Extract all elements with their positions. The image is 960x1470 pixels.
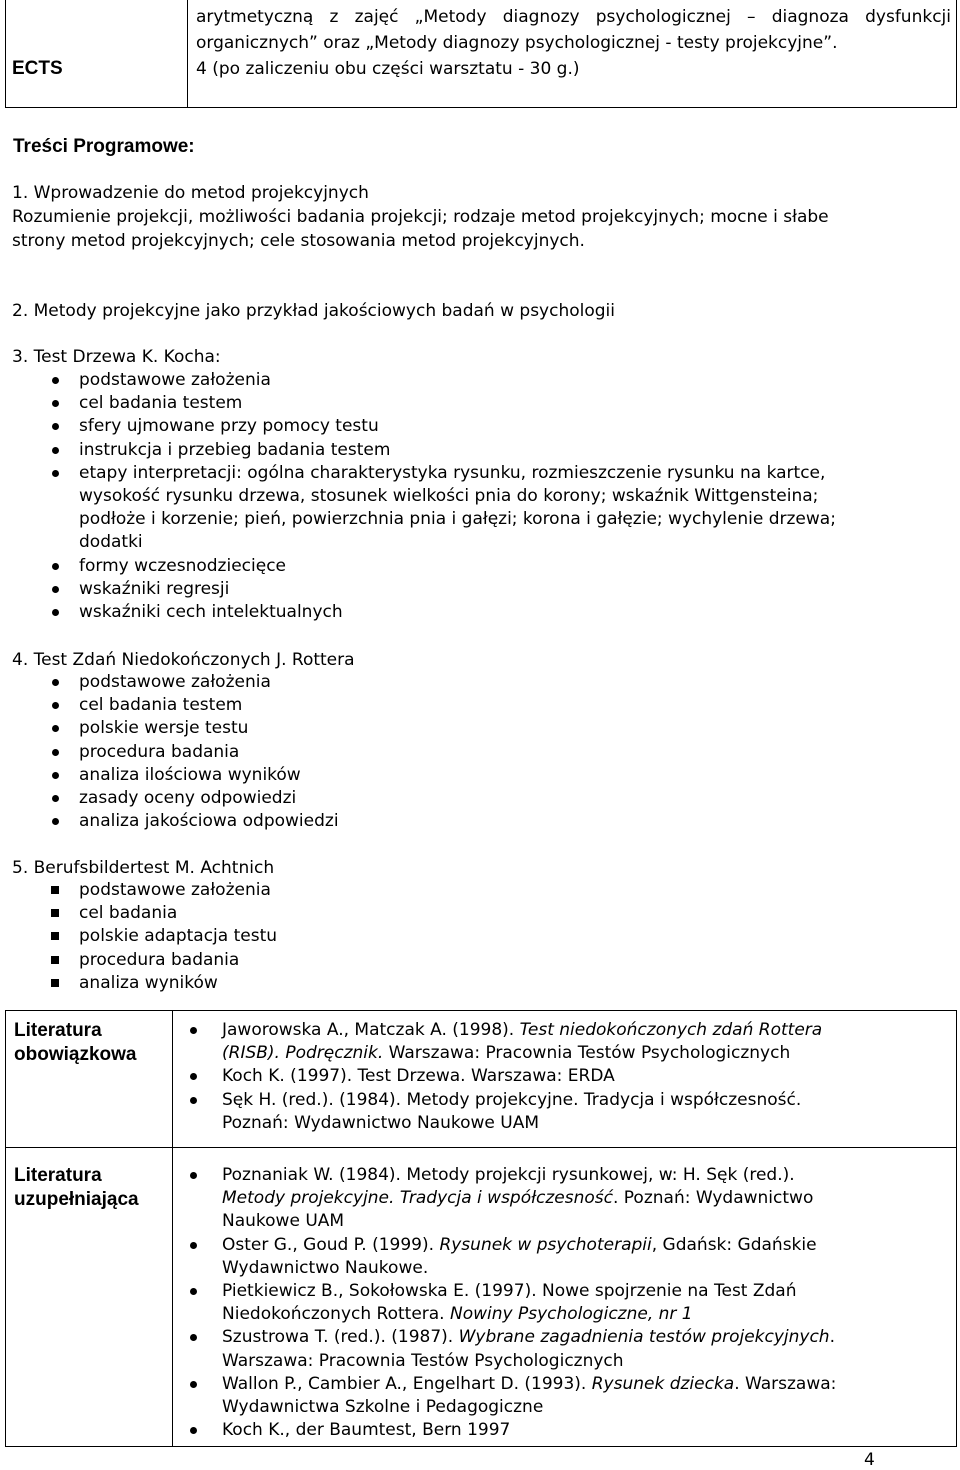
- bullet-icon: [190, 1027, 197, 1034]
- section-heading: 5. Berufsbildertest M. Achtnich: [12, 858, 275, 878]
- ects-line: 4 (po zaliczeniu obu części warsztatu - 30 g.): [196, 59, 580, 79]
- bullet-icon: [190, 1427, 197, 1434]
- list-item: procedura badania: [12, 949, 952, 972]
- list-item: podstawowe założenia: [12, 369, 952, 392]
- ects-label: ECTS: [12, 58, 63, 79]
- bullet-icon: [190, 1172, 197, 1179]
- list-item: Koch K., der Baumtest, Bern 1997: [178, 1419, 938, 1442]
- ects-line: organicznych” oraz „Metody diagnozy psychologicznej - testy projekcyjne”.: [196, 33, 838, 53]
- list-item: Szustrowa T. (red.). (1987). Wybrane zagadnienia testów projekcyjnych. Warszawa: Pracownia Testów Psychologicznych: [178, 1326, 938, 1372]
- list-item: analiza jakościowa odpowiedzi: [12, 810, 952, 833]
- bullet-icon: [52, 470, 59, 477]
- square-bullet-icon: [51, 932, 59, 940]
- page-number: 4: [864, 1450, 875, 1470]
- paragraph-line: Rozumienie projekcji, możliwości badania projekcji; rodzaje metod projekcyjnych; mocne i słabe: [12, 207, 829, 227]
- section-2: [12, 299, 952, 323]
- bullet-icon: [52, 586, 59, 593]
- table-divider: [187, 0, 188, 107]
- list-item: Sęk H. (red.). (1984). Metody projekcyjne. Tradycja i współczesność. Poznań: Wydawnictwo Naukowe UAM: [178, 1089, 938, 1135]
- bullet-icon: [52, 400, 59, 407]
- bullet-icon: [52, 725, 59, 732]
- bullet-icon: [190, 1073, 197, 1080]
- section-1: [12, 181, 952, 253]
- list-item: Oster G., Goud P. (1999). Rysunek w psychoterapii, Gdańsk: Gdańskie Wydawnictwo Naukowe.: [178, 1234, 938, 1280]
- bullet-icon: [52, 447, 59, 454]
- required-literature-label: Literatura obowiązkowa: [14, 1020, 137, 1065]
- square-bullet-icon: [51, 956, 59, 964]
- literature-table: [5, 1010, 957, 1447]
- table-divider: [172, 1011, 173, 1446]
- bullet-icon: [52, 563, 59, 570]
- square-bullet-icon: [51, 909, 59, 917]
- list-item: polskie wersje testu: [12, 717, 952, 740]
- section-heading: 3. Test Drzewa K. Kocha:: [12, 347, 221, 367]
- list-item: Jaworowska A., Matczak A. (1998). Test niedokończonych zdań Rottera (RISB). Podręcznik. Warszawa: Pracownia Testów Psychologicznych: [178, 1019, 938, 1065]
- section-4-list: [12, 671, 952, 833]
- supplementary-literature-list: [178, 1164, 938, 1442]
- square-bullet-icon: [51, 979, 59, 987]
- bullet-icon: [190, 1242, 197, 1249]
- list-item: analiza ilościowa wyników: [12, 764, 952, 787]
- bullet-icon: [52, 423, 59, 430]
- list-item: procedura badania: [12, 741, 952, 764]
- list-item: podstawowe założenia: [12, 879, 952, 902]
- bullet-icon: [52, 772, 59, 779]
- supplementary-literature-label: Literatura uzupełniająca: [14, 1165, 139, 1210]
- square-bullet-icon: [51, 886, 59, 894]
- bullet-icon: [52, 679, 59, 686]
- section-5: [12, 856, 952, 880]
- list-item: formy wczesnodziecięce: [12, 555, 952, 578]
- section-4: [12, 648, 952, 672]
- list-item: cel badania: [12, 902, 952, 925]
- list-item: polskie adaptacja testu: [12, 925, 952, 948]
- bullet-icon: [190, 1097, 197, 1104]
- list-item: wskaźniki regresji: [12, 578, 952, 601]
- bullet-icon: [52, 818, 59, 825]
- section-heading: 2. Metody projekcyjne jako przykład jakościowych badań w psychologii: [12, 301, 616, 321]
- ects-line: arytmetyczną z zajęć „Metody diagnozy psychologicznej – diagnoza dysfunkcji: [196, 7, 951, 27]
- bullet-icon: [190, 1334, 197, 1341]
- list-item: Poznaniak W. (1984). Metody projekcji rysunkowej, w: H. Sęk (red.). Metody projekcyjne. Tradycja i współczesność. Poznań: Wydawnictwo Naukowe UAM: [178, 1164, 938, 1234]
- section-3: [12, 345, 952, 369]
- bullet-icon: [52, 702, 59, 709]
- list-item: instrukcja i przebieg badania testem: [12, 439, 952, 462]
- bullet-icon: [52, 377, 59, 384]
- section-5-list: [12, 879, 952, 995]
- ects-description: [196, 4, 951, 82]
- list-item: analiza wyników: [12, 972, 952, 995]
- list-item: Koch K. (1997). Test Drzewa. Warszawa: ERDA: [178, 1065, 938, 1088]
- ects-table: [5, 0, 957, 108]
- list-item: wskaźniki cech intelektualnych: [12, 601, 952, 624]
- list-item: podstawowe założenia: [12, 671, 952, 694]
- list-item: cel badania testem: [12, 392, 952, 415]
- list-item: cel badania testem: [12, 694, 952, 717]
- list-item: Pietkiewicz B., Sokołowska E. (1997). Nowe spojrzenie na Test Zdań Niedokończonych Rottera. Nowiny Psychologiczne, nr 1: [178, 1280, 938, 1326]
- required-literature-list: [178, 1019, 938, 1135]
- list-item: sfery ujmowane przy pomocy testu: [12, 415, 952, 438]
- bullet-icon: [190, 1381, 197, 1388]
- section-3-list: [12, 369, 952, 624]
- section-heading: 4. Test Zdań Niedokończonych J. Rottera: [12, 650, 355, 670]
- program-content-title: Treści Programowe:: [13, 136, 195, 157]
- paragraph-line: strony metod projekcyjnych; cele stosowania metod projekcyjnych.: [12, 231, 585, 251]
- bullet-icon: [52, 749, 59, 756]
- bullet-icon: [190, 1288, 197, 1295]
- table-divider: [6, 1147, 956, 1148]
- list-item: zasady oceny odpowiedzi: [12, 787, 952, 810]
- bullet-icon: [52, 795, 59, 802]
- list-item: Wallon P., Cambier A., Engelhart D. (1993). Rysunek dziecka. Warszawa: Wydawnictwa Szkolne i Pedagogiczne: [178, 1373, 938, 1419]
- bullet-icon: [52, 609, 59, 616]
- list-item: etapy interpretacji: ogólna charakterystyka rysunku, rozmieszczenie rysunku na kartce, wysokość rysunku drzewa, stosunek wielkości pnia do korony; wskaźnik Wittgensteina; podłoże i korzenie; pień, powierzchnia pnia i gałęzi; korona i gałęzie; wychylenie drzewa; dodatki: [12, 462, 952, 555]
- section-heading: 1. Wprowadzenie do metod projekcyjnych: [12, 183, 369, 203]
